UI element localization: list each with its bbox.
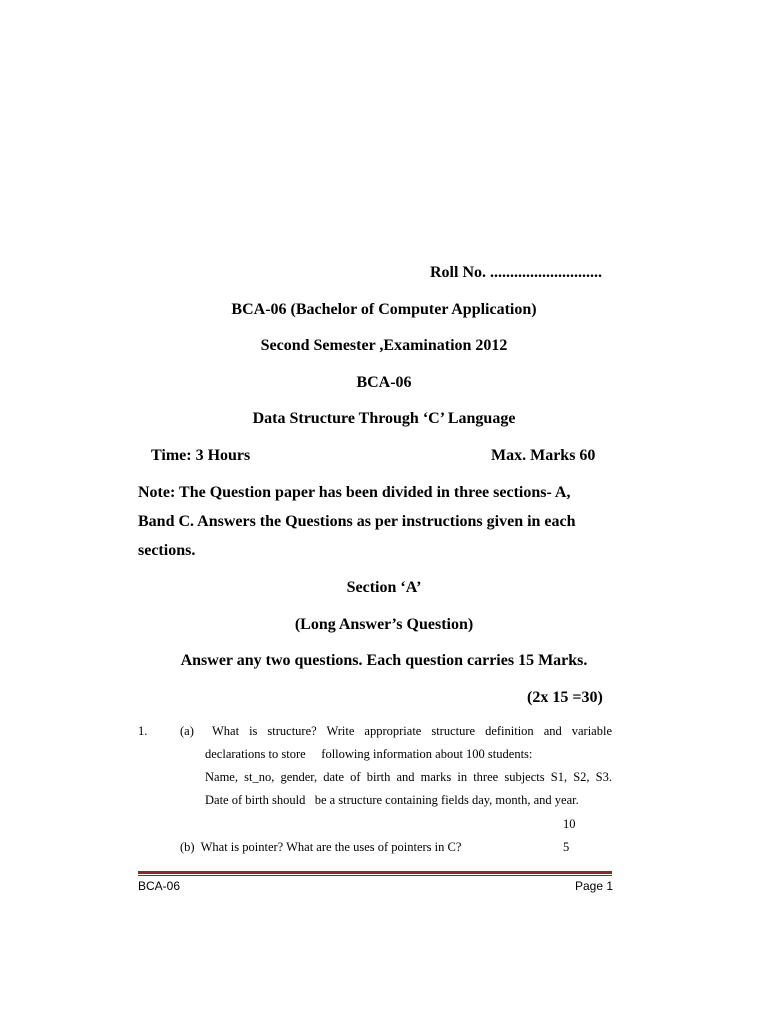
note-line-1: Note: The Question paper has been divided in three sections- A,: [138, 484, 571, 501]
footer-rule-thin: [138, 875, 612, 876]
part-a-line-4: Date of birth should be a structure containing fields day, month, and year.: [205, 793, 579, 807]
max-marks-label: Max. Marks 60: [491, 447, 596, 464]
section-title: Section ‘A’: [346, 579, 422, 596]
footer-page-number: Page 1: [575, 879, 614, 893]
roll-no: Roll No. ............................: [430, 264, 602, 281]
section-instruction: Answer any two questions. Each question carries 15 Marks.: [180, 652, 588, 669]
time-label: Time: 3 Hours: [151, 447, 251, 464]
footer-rule-thick: [138, 871, 612, 874]
part-a-line-2: declarations to store following information about 100 students:: [205, 747, 533, 761]
part-a-marks: 10: [563, 817, 576, 831]
course-code: BCA-06: [356, 374, 412, 391]
footer-left: BCA-06: [138, 879, 181, 893]
subject-title: Data Structure Through ‘C’ Language: [252, 410, 516, 427]
program-title: BCA-06 (Bachelor of Computer Application): [231, 301, 537, 318]
question-number: 1.: [138, 724, 148, 738]
note-line-2: Band C. Answers the Questions as per instructions given in each: [138, 513, 576, 530]
part-a-line-1: What is structure? Write appropriate structure definition and variable: [212, 724, 612, 738]
note-line-3: sections.: [138, 542, 196, 559]
part-b-marks: 5: [563, 840, 570, 854]
part-a-label: (a): [180, 724, 194, 738]
semester-line: Second Semester ,Examination 2012: [260, 337, 508, 354]
part-a-line-3: Name, st_no, gender, date of birth and marks in three subjects S1, S2, S3.: [205, 770, 612, 784]
section-subtitle: (Long Answer’s Question): [294, 616, 474, 633]
section-marks: (2x 15 =30): [527, 689, 603, 706]
part-b-text: (b) What is pointer? What are the uses of pointers in C?: [180, 840, 462, 854]
